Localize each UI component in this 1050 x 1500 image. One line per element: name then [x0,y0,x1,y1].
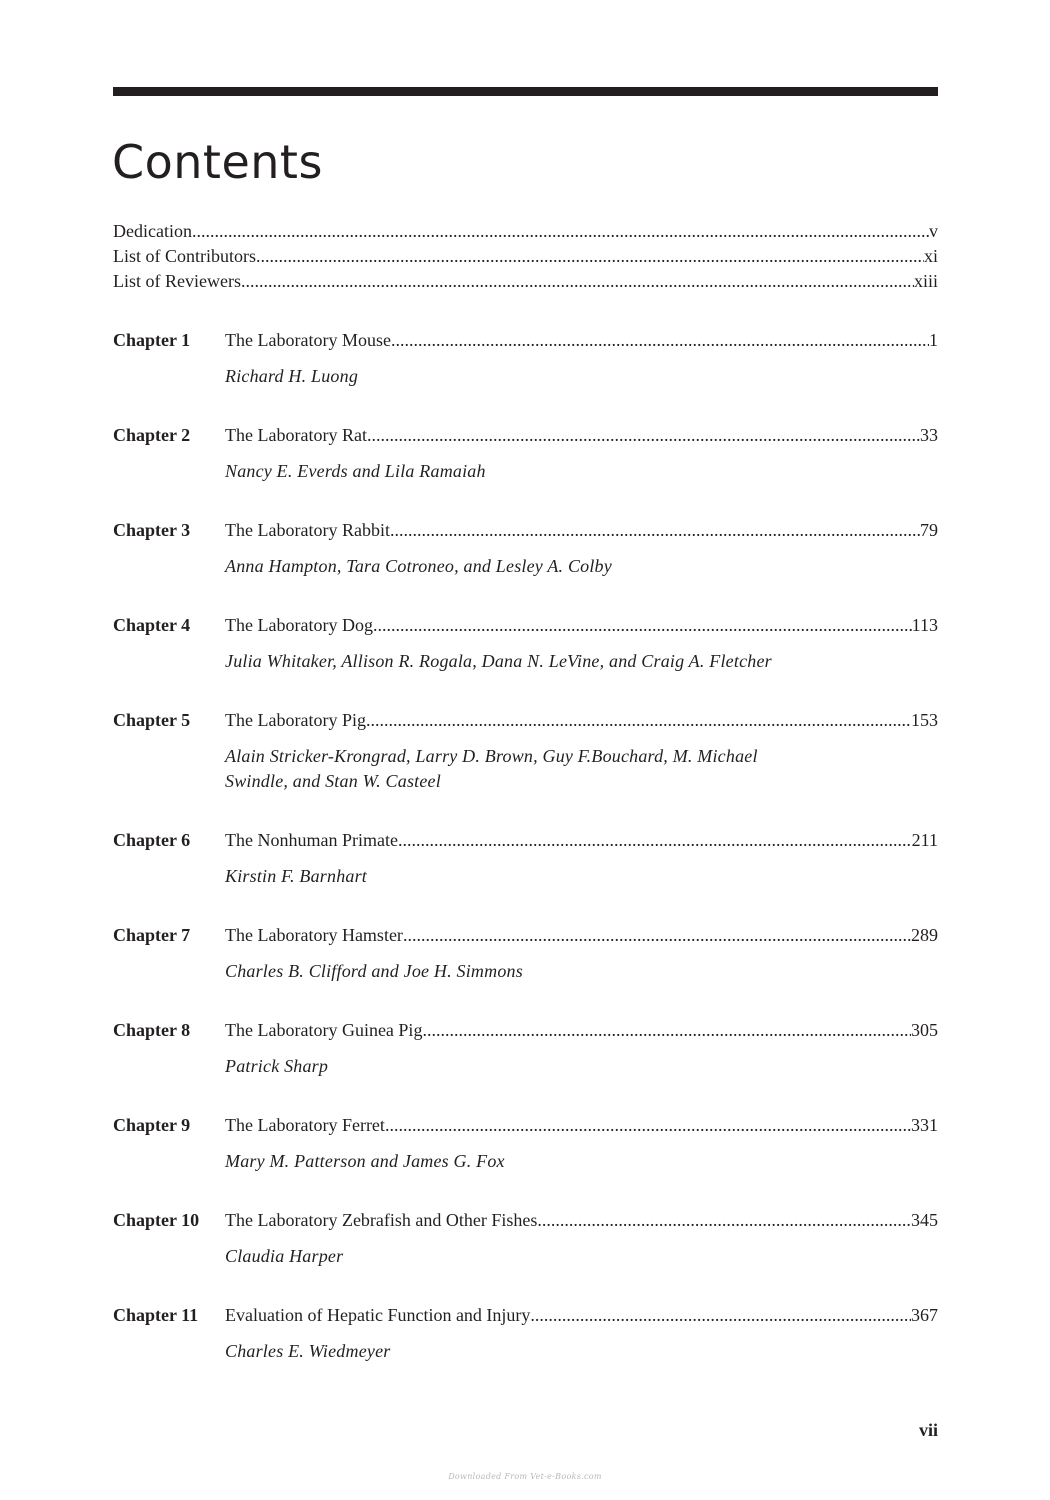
chapter-body [225,827,938,889]
chapter-title: The Laboratory Ferret [225,1115,385,1135]
dot-leader [398,827,912,853]
chapter-entry-4[interactable] [113,612,938,674]
chapter-title: The Laboratory Rabbit [225,520,390,540]
chapter-title: The Laboratory Hamster [225,925,403,945]
toc-entry-label: Dedication [113,221,192,241]
chapter-number: Chapter 5 [113,710,191,730]
chapter-page: 113 [911,615,938,635]
chapter-authors: Patrick Sharp [225,1056,329,1076]
chapter-title: The Laboratory Pig [225,710,366,730]
chapter-authors: Nancy E. Everds and Lila Ramaiah [225,461,486,481]
chapter-body [225,327,938,389]
chapter-body [225,922,938,984]
chapter-page: 211 [911,830,938,850]
chapter-body [225,1112,938,1174]
dot-leader [256,244,924,269]
chapter-title-row [225,1302,938,1328]
chapter-title: The Laboratory Mouse [225,330,391,350]
chapter-body [225,1207,938,1269]
chapter-number: Chapter 2 [113,425,191,445]
chapter-number: Chapter 3 [113,520,191,540]
chapter-title-row [225,327,938,353]
chapter-page: 33 [920,425,938,445]
chapter-authors: Claudia Harper [225,1246,344,1266]
chapter-title: The Nonhuman Primate [225,830,398,850]
chapter-title-row [225,612,938,638]
chapter-body [225,707,938,794]
chapter-title: Evaluation of Hepatic Function and Injury [225,1305,531,1325]
chapter-entry-8[interactable] [113,1017,938,1079]
chapter-entry-6[interactable] [113,827,938,889]
chapter-number: Chapter 4 [113,615,191,635]
chapter-entry-1[interactable] [113,327,938,389]
watermark: Downloaded From Vet-e-Books.com [448,1472,602,1481]
top-rule [113,87,938,96]
toc-entry-dedication[interactable] [113,219,938,244]
chapter-authors-line: Swindle, and Stan W. Casteel [225,771,441,791]
toc-entry-page: xiii [913,271,938,291]
chapter-entry-11[interactable] [113,1302,938,1364]
chapter-title-row [225,1207,938,1233]
chapter-title-row [225,517,938,543]
chapter-number: Chapter 7 [113,925,191,945]
chapter-authors: Charles B. Clifford and Joe H. Simmons [225,961,523,981]
chapter-body [225,517,938,579]
toc-entry-label: List of Contributors [113,246,256,266]
chapter-page: 345 [911,1210,938,1230]
chapter-title: The Laboratory Guinea Pig [225,1020,423,1040]
chapter-page: 367 [911,1305,938,1325]
chapter-authors: Charles E. Wiedmeyer [225,1341,391,1361]
chapter-number: Chapter 10 [113,1210,200,1230]
chapter-title: The Laboratory Zebrafish and Other Fishes [225,1210,538,1230]
chapter-body [225,1017,938,1079]
toc-entry-page: v [929,221,938,241]
front-matter-list [113,219,938,294]
page-title: Contents [112,135,323,189]
chapter-title-row [225,922,938,948]
chapter-number: Chapter 6 [113,830,191,850]
chapter-page: 79 [920,520,938,540]
chapter-title-row [225,1017,938,1043]
chapter-title-row [225,1112,938,1138]
chapter-entry-3[interactable] [113,517,938,579]
chapter-entry-5[interactable] [113,707,938,794]
chapter-title-row [225,707,938,733]
chapter-page: 305 [911,1020,938,1040]
dot-leader [422,1017,911,1043]
dot-leader [367,422,920,448]
page-number: vii [918,1420,938,1440]
toc-entry-list-of-contributors[interactable] [113,244,938,269]
chapter-authors [225,744,938,794]
chapter-entry-2[interactable] [113,422,938,484]
chapter-list [113,327,938,1364]
chapter-title: The Laboratory Rat [225,425,367,445]
toc-entry-page: xi [923,246,938,266]
chapter-body [225,612,938,674]
chapter-page: 289 [911,925,938,945]
chapter-body [225,422,938,484]
dot-leader [385,1112,911,1138]
dot-leader [390,517,920,543]
toc-entry-list-of-reviewers[interactable] [113,269,938,294]
chapter-body [225,1302,938,1364]
dot-leader [530,1302,911,1328]
chapter-authors: Julia Whitaker, Allison R. Rogala, Dana N. LeVine, and Craig A. Fletcher [225,651,772,671]
chapter-page: 153 [911,710,938,730]
toc-entry-label: List of Reviewers [113,271,241,291]
chapter-authors: Anna Hampton, Tara Cotroneo, and Lesley A. Colby [225,556,612,576]
chapter-authors: Kirstin F. Barnhart [225,866,367,886]
dot-leader [391,327,929,353]
chapter-entry-10[interactable] [113,1207,938,1269]
dot-leader [192,219,929,244]
chapter-number: Chapter 8 [113,1020,191,1040]
dot-leader [366,707,911,733]
chapter-number: Chapter 1 [113,330,191,350]
chapter-page: 331 [911,1115,938,1135]
dot-leader [241,269,914,294]
dot-leader [403,922,911,948]
chapter-entry-9[interactable] [113,1112,938,1174]
chapter-authors: Mary M. Patterson and James G. Fox [225,1151,505,1171]
chapter-entry-7[interactable] [113,922,938,984]
chapter-number: Chapter 11 [113,1305,199,1325]
dot-leader [373,612,912,638]
chapter-title-row [225,827,938,853]
chapter-number: Chapter 9 [113,1115,191,1135]
chapter-authors: Richard H. Luong [225,366,359,386]
chapter-title: The Laboratory Dog [225,615,373,635]
dot-leader [537,1207,911,1233]
chapter-page: 1 [929,330,938,350]
chapter-authors-line: Alain Stricker-Krongrad, Larry D. Brown, Guy F.Bouchard, M. Michael [225,746,758,766]
chapter-title-row [225,422,938,448]
